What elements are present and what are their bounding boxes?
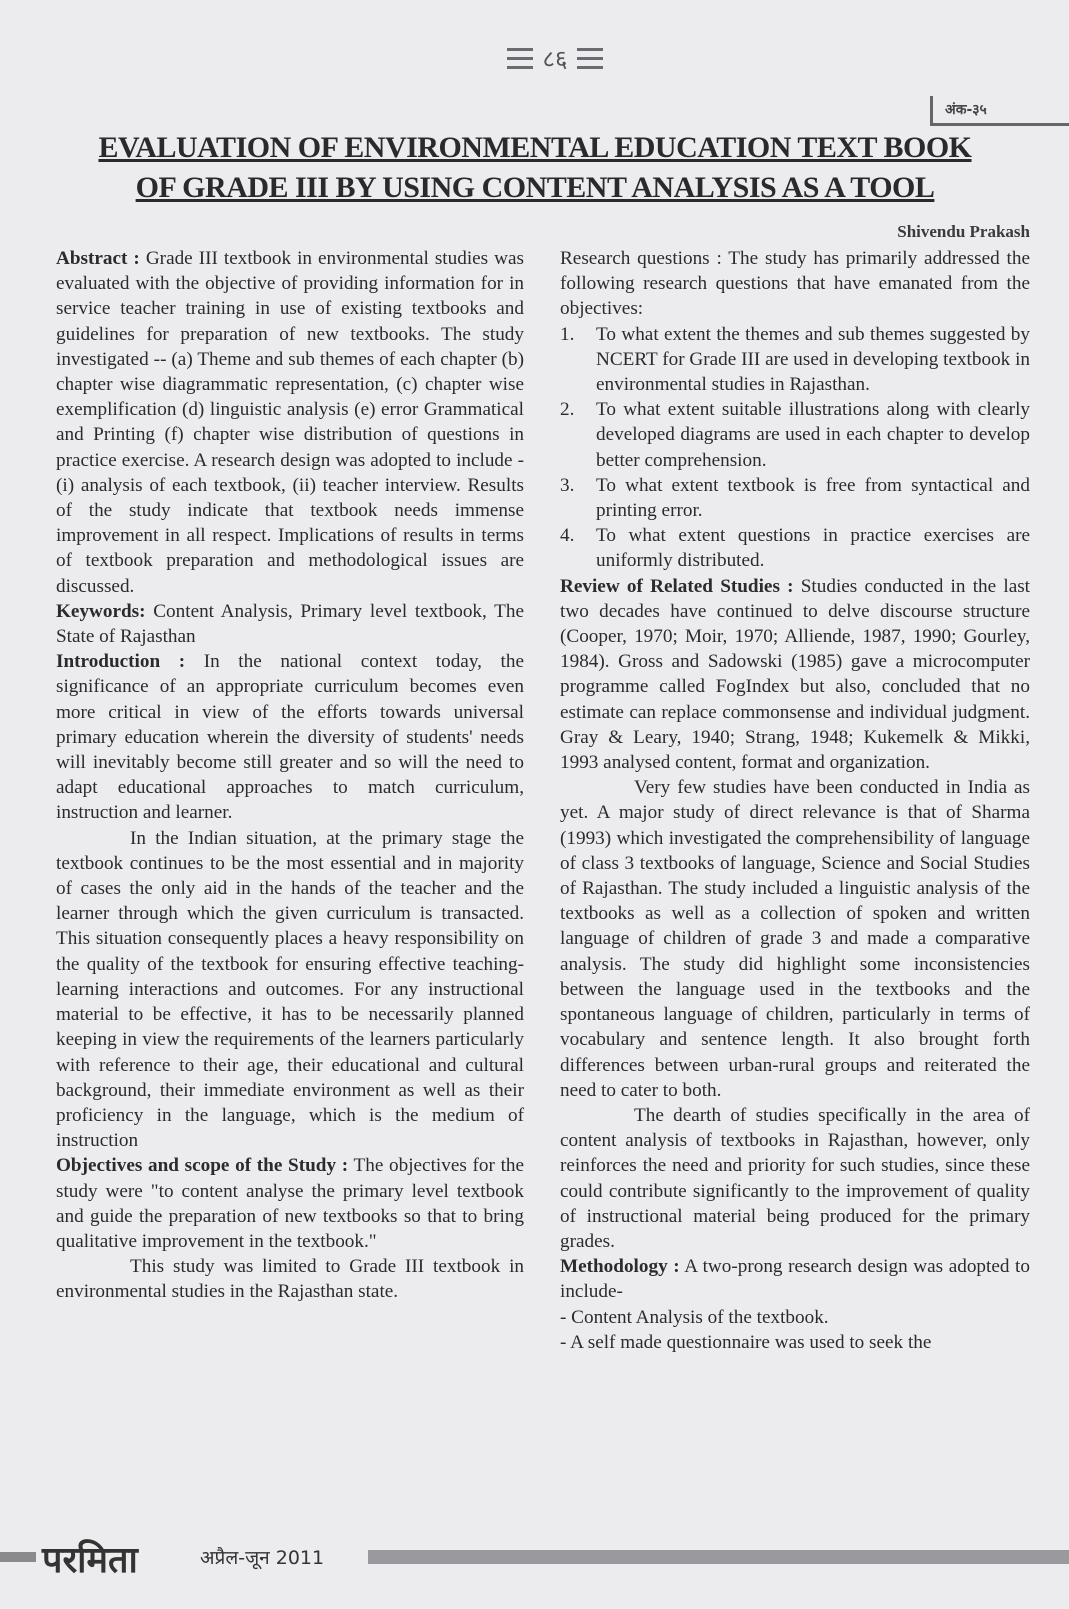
list-item: 2. To what extent suitable illustrations along with clearly developed diagrams are used in each chapter to develop better comprehension.	[560, 399, 1030, 471]
decorative-bars-left	[507, 48, 533, 69]
title-line-2: OF GRADE III BY USING CONTENT ANALYSIS AS A TOOL	[135, 171, 935, 204]
methodology-text: A two-prong research design was adopted to include-	[560, 1256, 1030, 1303]
right-column	[560, 246, 1030, 1355]
journal-logo: परमिता	[42, 1540, 138, 1581]
page-number	[480, 28, 630, 88]
research-questions-list	[560, 322, 1030, 574]
decorative-bars-right	[577, 48, 603, 69]
abstract-text: Grade III textbook in environmental studies was evaluated with the objective of providing information for in service teacher training in use of existing textbooks and guidelines for preparation of new textbooks. The study investigated -- (a) Theme and sub themes of each chapter (b) chapter wise diagrammatic representation, (c) chapter wise exemplification (d) linguistic analysis (e) error Grammatical and Printing (f) chapter wise distribution of questions in practice exercise. A research design was adopted to include - (i) analysis of each textbook, (ii) teacher interview. Results of the study indicate that textbook needs immense improvement in all respect. Implications of results in terms of textbook preparation and methodological issues are discussed.	[56, 248, 524, 597]
methodology-label: Methodology :	[560, 1256, 680, 1278]
list-item: 3. To what extent textbook is free from syntactical and printing error.	[560, 474, 1030, 522]
method-item: - A self made questionnaire was used to seek the	[560, 1331, 932, 1353]
review-paragraph	[560, 574, 1030, 776]
keywords-text: Content Analysis, Primary level textbook, The State of Rajasthan	[56, 600, 525, 648]
abstract-paragraph	[56, 246, 524, 599]
review-label: Review of Related Studies :	[560, 575, 794, 597]
left-column	[56, 246, 524, 1305]
title-line-1: EVALUATION OF ENVIRONMENTAL EDUCATION TEXT BOOK	[98, 131, 972, 164]
limited-paragraph: This study was limited to Grade III textbook in environmental studies in the Rajasthan state.	[56, 1256, 524, 1303]
footer	[0, 1534, 1069, 1581]
objectives-text: The objectives for the study were "to content analyse the primary level textbook and guide the preparation of new textbooks so that to bring qualitative improvement in the textbook."	[56, 1155, 525, 1252]
few-studies-paragraph: Very few studies have been conducted in India as yet. A major study of direct relevance is that of Sharma (1993) which investigated the comprehensibility of language of class 3 textbooks of language, Science and Social Studies of Rajasthan. The study included a linguistic analysis of the textbooks as well as a collection of spoken and written language of children of grade 3 and made a comparative analysis. The study did highlight some inconsistencies between the language used in the textbooks and the spontaneous language of children, particularly in terms of vocabulary and sentence length. It also brought forth differences between urban-rural groups and reiterated the need to cater to both.	[560, 777, 1030, 1101]
footer-strip-right	[368, 1550, 1069, 1564]
issue-date: अप्रैल-जून 2011	[200, 1547, 325, 1569]
keywords-paragraph	[56, 599, 524, 649]
keywords-label: Keywords:	[56, 600, 146, 622]
review-text: Studies conducted in the last two decades have continued to delve discourse structure (Cooper, 1970; Moir, 1970; Alliende, 1987, 1990; Gourley, 1984). Gross and Sadowski (1985) gave a microcomputer programme called FogIndex but also, concluded that no estimate can replace commonsense and individual judgment. Gray & Leary, 1940; Strang, 1948; Kukemelk & Mikki, 1993 analysed content, format and organization.	[560, 575, 1031, 774]
footer-strip-left	[0, 1552, 36, 1562]
indian-situation-paragraph: In the Indian situation, at the primary stage the textbook continues to be the most essential and in majority of cases the only aid in the hands of the teacher and the learner through which the given curriculum is transacted. This situation consequently places a heavy responsibility on the quality of the textbook for ensuring effective teaching-learning interactions and outcomes. For any instructional material to be effective, it has to be necessarily planned keeping in view the requirements of the learners particularly with reference to their age, their educational and cultural background, their immediate environment as well as their proficiency in the language, which is the medium of instruction	[56, 827, 524, 1152]
introduction-paragraph	[56, 649, 524, 825]
author-name: Shivendu Prakash	[897, 222, 1030, 241]
dearth-paragraph: The dearth of studies specifically in the area of content analysis of textbooks in Rajasthan, however, only reinforces the need and priority for such studies, since these could contribute significantly to the improvement of quality of instructional material being produced for the primary grades.	[560, 1104, 1030, 1252]
methodology-paragraph	[560, 1254, 1030, 1304]
introduction-text: In the national context today, the significance of an appropriate curriculum becomes even more critical in view of the efforts towards universal primary education wherein the diversity of students' needs will inevitably become still greater and so will the need to adapt educational approaches to match curriculum, instruction and learner.	[56, 651, 525, 824]
method-item: - Content Analysis of the textbook.	[560, 1306, 829, 1328]
issue-tag: अंक-३५	[930, 96, 1069, 126]
objectives-paragraph	[56, 1153, 524, 1254]
introduction-label: Introduction :	[56, 651, 186, 673]
article-title	[60, 128, 1010, 208]
page-number-text: ८६	[542, 44, 568, 73]
list-item: 4. To what extent questions in practice exercises are uniformly distributed.	[560, 525, 1030, 572]
list-item: 1. To what extent the themes and sub themes suggested by NCERT for Grade III are used in developing textbook in environmental studies in Rajasthan.	[560, 323, 1030, 396]
abstract-label: Abstract :	[56, 248, 140, 269]
objectives-label: Objectives and scope of the Study :	[56, 1155, 349, 1177]
research-questions-intro: Research questions : The study has primarily addressed the following research questions that have emanated from the objectives:	[560, 248, 1030, 320]
